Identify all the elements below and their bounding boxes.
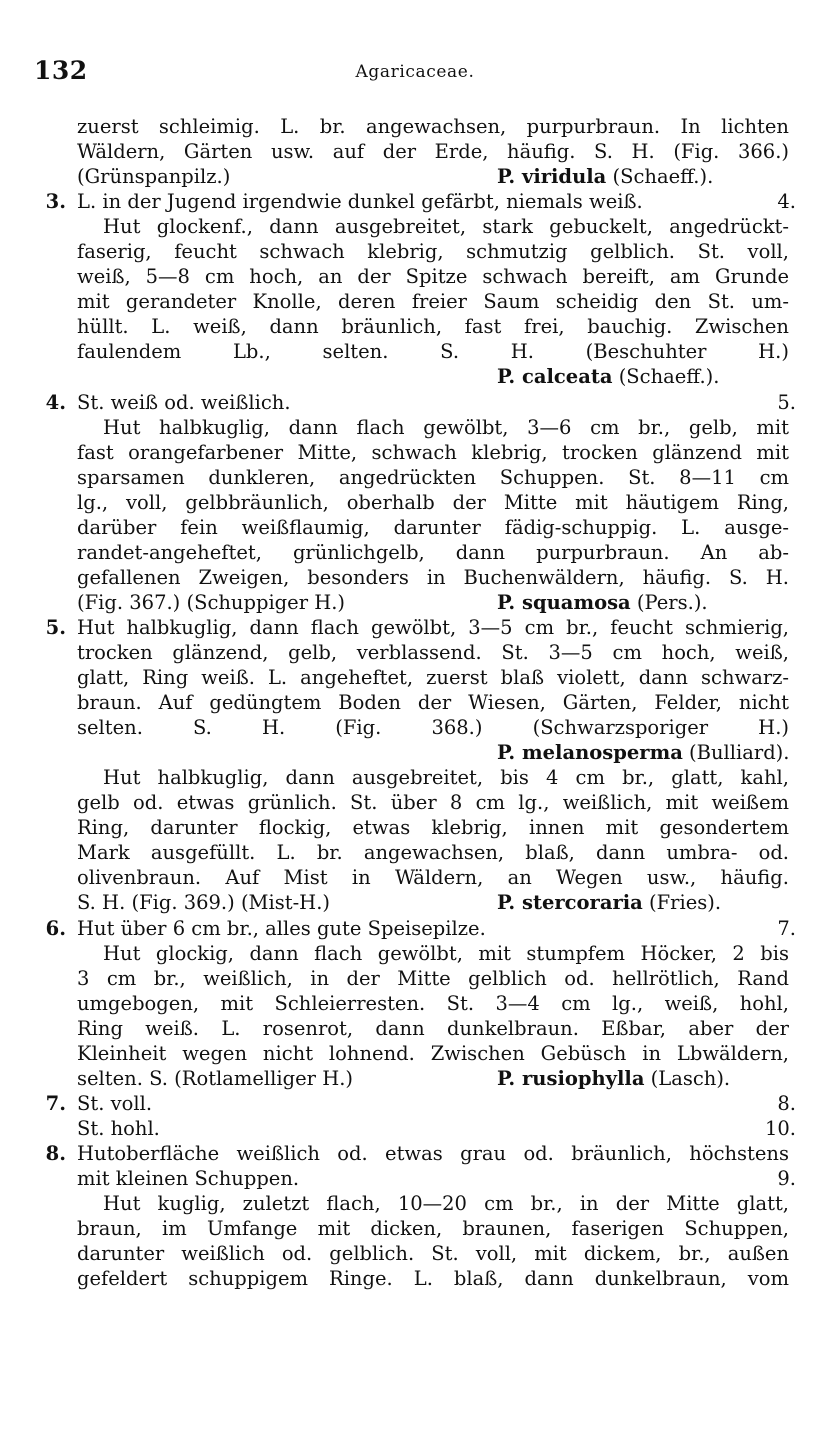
line-text: Ring, darunter flockig, etwas klebrig, innen mit gesondertem (77, 816, 789, 840)
text-line (0, 440, 830, 465)
line-text: umgebogen, mit Schleierresten. St. 3—4 cm lg., weiß, hohl, (77, 991, 789, 1015)
line-text: selten. S. H. (Fig. 368.) (Schwarzsporiger H.) (77, 716, 789, 740)
text-line (0, 465, 830, 490)
text-line (0, 289, 830, 314)
key-number: 7. (45, 1091, 66, 1115)
line-text (77, 1066, 789, 1091)
text-line (0, 690, 830, 715)
line-text: gefallenen Zweigen, besonders in Buchenwäldern, häufig. S. H. (77, 565, 789, 589)
text-line (0, 765, 830, 790)
line-text: Kleinheit wegen nicht lohnend. Zwischen Gebüsch in Lbwäldern, (77, 1041, 789, 1065)
line-text: gelb od. etwas grünlich. St. über 8 cm lg., weißlich, mit weißem (77, 791, 789, 815)
text-line (0, 1116, 830, 1141)
text-line (0, 1266, 830, 1291)
line-text: L. in der Jugend irgendwie dunkel gefärbt, niemals weiß. (77, 190, 643, 214)
species-name: P. melanosperma (497, 741, 683, 765)
line-text: sparsamen dunkleren, angedrückten Schuppen. St. 8—11 cm (77, 465, 789, 489)
text-line (0, 890, 830, 915)
text-line (0, 790, 830, 815)
line-text: glatt, Ring weiß. L. angeheftet, zuerst blaß violett, dann schwarz- (77, 666, 789, 690)
text-line (0, 339, 830, 364)
line-text: Ring weiß. L. rosenrot, dann dunkelbraun. Eßbar, aber der (77, 1016, 789, 1040)
page-number: 132 (34, 56, 88, 85)
line-text (77, 590, 789, 615)
text-line (0, 565, 830, 590)
text-line (0, 390, 830, 415)
line-text: mit gerandeter Knolle, deren freier Saum scheidig den St. um- (77, 290, 789, 314)
line-text: braun, im Umfange mit dicken, braunen, faserigen Schuppen, (77, 1217, 789, 1241)
line-text: St. weiß od. weißlich. (77, 390, 291, 414)
text-line (0, 916, 830, 941)
line-text: Hut kuglig, zuletzt flach, 10—20 cm br., in der Mitte glatt, (103, 1192, 789, 1216)
species-authority: (Fries). (642, 891, 722, 915)
species-name-group (497, 740, 789, 765)
species-authority: (Schaeff.). (612, 365, 720, 389)
line-text: gefeldert schuppigem Ringe. L. blaß, dann dunkelbraun, vom (77, 1267, 789, 1291)
line-text: Wäldern, Gärten usw. auf der Erde, häufig. S. H. (Fig. 366.) (77, 140, 789, 164)
text-line (0, 590, 830, 615)
species-name: P. calceata (497, 365, 613, 389)
text-line (0, 490, 830, 515)
species-name: P. viridula (497, 165, 607, 189)
line-text: randet-angeheftet, grünlichgelb, dann purpurbraun. An ab- (77, 540, 789, 564)
line-text: faulendem Lb., selten. S. H. (Beschuhter H.) (77, 340, 789, 364)
species-name: P. rusiophylla (497, 1066, 645, 1090)
species-name-group (497, 590, 708, 615)
text-line (0, 1216, 830, 1241)
text-line (0, 214, 830, 239)
species-authority: (Bulliard). (682, 741, 790, 765)
text-line (0, 1141, 830, 1166)
key-number: 6. (45, 916, 66, 940)
species-name-group (497, 164, 713, 189)
line-text: faserig, feucht schwach klebrig, schmutzig gelblich. St. voll, (77, 240, 789, 264)
text-line (0, 1166, 830, 1191)
text-line (0, 1191, 830, 1216)
line-text: darüber fein weißflaumig, darunter fädig-schuppig. L. ausge- (77, 515, 789, 539)
text-line (0, 540, 830, 565)
line-text: Hut halbkuglig, dann flach gewölbt, 3—6 cm br., gelb, mit (103, 415, 789, 439)
line-text: darunter weißlich od. gelblich. St. voll, mit dickem, br., außen (77, 1242, 789, 1266)
text-line (0, 840, 830, 865)
species-authority: (Lasch). (644, 1066, 731, 1090)
line-text: St. voll. (77, 1091, 153, 1115)
text-line (0, 665, 830, 690)
species-authority: (Pers.). (630, 590, 708, 614)
text-line (0, 966, 830, 991)
text-line (0, 615, 830, 640)
text-line (0, 364, 830, 389)
key-number: 4. (45, 390, 66, 414)
species-name: P. stercoraria (497, 891, 643, 915)
line-text: Hut halbkuglig, dann ausgebreitet, bis 4 cm br., glatt, kahl, (103, 766, 789, 790)
line-text: zuerst schleimig. L. br. angewachsen, purpurbraun. In lichten (77, 115, 789, 138)
key-reference: 4. (777, 190, 796, 214)
text-line (0, 1091, 830, 1116)
line-text: trocken glänzend, gelb, verblassend. St. 3—5 cm hoch, weiß, (77, 640, 789, 664)
text-line (0, 1066, 830, 1091)
text-line (0, 239, 830, 264)
key-reference: 7. (777, 916, 796, 940)
text-line (0, 164, 830, 189)
species-name-group (497, 364, 719, 389)
line-text: lg., voll, gelbbräunlich, oberhalb der Mitte mit häutigem Ring, (77, 490, 789, 514)
line-text: Hut glockenf., dann ausgebreitet, stark gebuckelt, angedrückt- (103, 215, 789, 239)
text-line (0, 139, 830, 164)
line-prefix: S. H. (Fig. 369.) (Mist-H.) (77, 891, 330, 915)
line-text: Hut glockig, dann flach gewölbt, mit stumpfem Höcker, 2 bis (103, 941, 789, 965)
line-text: Hutoberfläche weißlich od. etwas grau od. bräunlich, höchstens (77, 1141, 789, 1165)
line-text: Hut über 6 cm br., alles gute Speisepilze. (77, 916, 486, 940)
key-number: 5. (45, 615, 66, 639)
text-line (0, 941, 830, 966)
line-text: St. hohl. (77, 1116, 160, 1140)
line-prefix: selten. S. (Rotlamelliger H.) (77, 1066, 353, 1090)
text-line (0, 264, 830, 289)
line-text: Mark ausgefüllt. L. br. angewachsen, blaß, dann umbra- od. (77, 841, 789, 865)
line-text: 3 cm br., weißlich, in der Mitte gelblich od. hellrötlich, Rand (77, 966, 789, 990)
species-authority: (Schaeff.). (606, 165, 714, 189)
text-line (0, 815, 830, 840)
page-body (0, 114, 830, 1291)
species-name-group (497, 1066, 730, 1091)
key-reference: 10. (764, 1116, 796, 1140)
line-text: fast orangefarbener Mitte, schwach klebrig, trocken glänzend mit (77, 440, 789, 464)
line-text: weiß, 5—8 cm hoch, an der Spitze schwach bereift, am Grunde (77, 265, 789, 289)
text-line (0, 715, 830, 740)
key-reference: 9. (777, 1166, 796, 1190)
text-line (0, 114, 830, 139)
line-prefix: (Grünspanpilz.) (77, 165, 231, 189)
line-text (77, 164, 789, 189)
key-reference: 5. (777, 390, 796, 414)
key-reference: 8. (777, 1091, 796, 1115)
text-line (0, 415, 830, 440)
line-text: olivenbraun. Auf Mist in Wäldern, an Wegen usw., häufig. (77, 866, 789, 890)
line-text: mit kleinen Schuppen. (77, 1166, 300, 1190)
species-name-group (497, 890, 721, 915)
line-text: braun. Auf gedüngtem Boden der Wiesen, Gärten, Felder, nicht (77, 691, 789, 715)
line-text: hüllt. L. weiß, dann bräunlich, fast frei, bauchig. Zwischen (77, 315, 789, 339)
text-line (0, 1241, 830, 1266)
text-line (0, 991, 830, 1016)
text-line (0, 740, 830, 765)
line-text (77, 890, 789, 915)
key-number: 3. (45, 190, 66, 214)
text-line (0, 515, 830, 540)
text-line (0, 1041, 830, 1066)
text-line (0, 314, 830, 339)
text-line (0, 189, 830, 214)
line-text: Hut halbkuglig, dann flach gewölbt, 3—5 cm br., feucht schmierig, (77, 615, 789, 639)
running-title: Agaricaceae. (355, 62, 475, 82)
text-line (0, 1016, 830, 1041)
line-prefix: (Fig. 367.) (Schuppiger H.) (77, 590, 346, 614)
species-name: P. squamosa (497, 590, 631, 614)
key-number: 8. (45, 1141, 66, 1165)
text-line (0, 865, 830, 890)
text-line (0, 640, 830, 665)
